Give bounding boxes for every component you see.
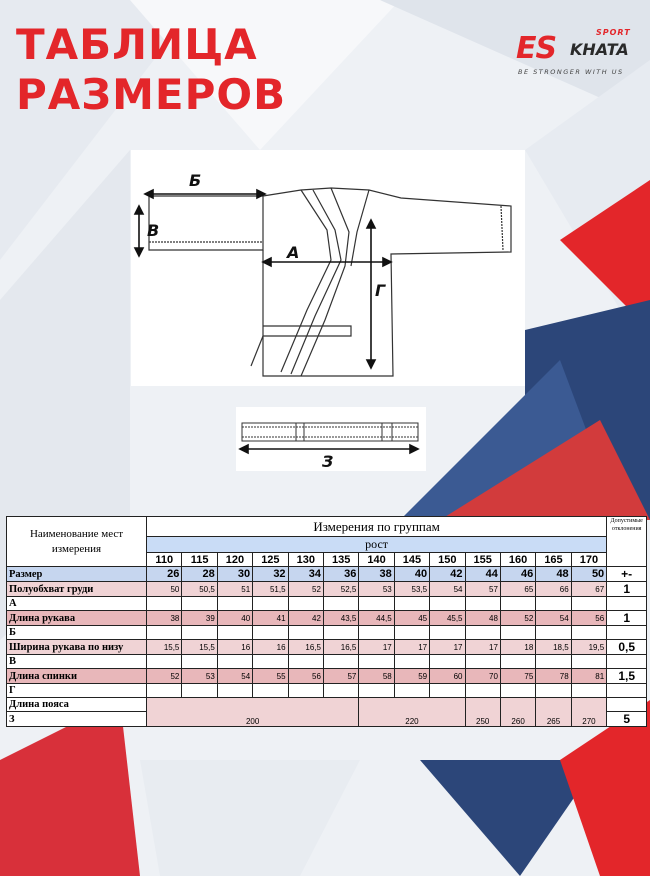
- measure-tolerance: 0,5: [607, 640, 647, 655]
- measure-value: 58: [359, 669, 394, 684]
- label-v: В: [147, 221, 160, 240]
- size-cell: 34: [288, 567, 323, 582]
- measure-value: 45: [394, 611, 429, 626]
- size-cell: 40: [394, 567, 429, 582]
- measure-value: 51: [217, 582, 252, 597]
- empty-cell: [323, 597, 358, 611]
- logo-slogan: BE STRONGER WITH US: [518, 68, 624, 76]
- size-cell: 46: [500, 567, 535, 582]
- measure-value: 17: [465, 640, 500, 655]
- measure-value: 52: [500, 611, 535, 626]
- empty-cell: [465, 626, 500, 640]
- sub-row: [7, 684, 647, 698]
- label-z: З: [322, 452, 334, 471]
- size-cell: 42: [430, 567, 465, 582]
- empty-cell: [147, 597, 182, 611]
- measure-value: 54: [217, 669, 252, 684]
- measure-value: 50: [147, 582, 182, 597]
- measure-value: 53: [359, 582, 394, 597]
- label-a: А: [287, 243, 300, 262]
- belt-illustration: [236, 407, 426, 471]
- sizes-row: [7, 567, 647, 582]
- empty-cell: [147, 626, 182, 640]
- empty-cell: [147, 655, 182, 669]
- measure-tolerance: 1: [607, 582, 647, 597]
- page-title: [16, 20, 286, 120]
- empty-cell: [500, 655, 535, 669]
- belt-tolerance-top: [607, 698, 647, 712]
- measure-row: [7, 669, 647, 684]
- empty-cell: [536, 655, 571, 669]
- measure-value: 40: [217, 611, 252, 626]
- empty-cell: [217, 684, 252, 698]
- empty-cell: [147, 684, 182, 698]
- height-cell: 160: [500, 553, 535, 567]
- measure-label: Длина рукава: [7, 611, 147, 626]
- empty-cell: [253, 684, 288, 698]
- empty-cell: [536, 626, 571, 640]
- empty-cell: [253, 626, 288, 640]
- height-cell: 140: [359, 553, 394, 567]
- empty-cell: [217, 626, 252, 640]
- empty-cell: [430, 655, 465, 669]
- belt-value: 260: [500, 698, 535, 727]
- measure-value: 18,5: [536, 640, 571, 655]
- height-cell: 155: [465, 553, 500, 567]
- measure-value: 16,5: [288, 640, 323, 655]
- empty-cell: [359, 626, 394, 640]
- measure-value: 19,5: [571, 640, 607, 655]
- belt-drawing: [236, 407, 426, 471]
- empty-cell: [430, 684, 465, 698]
- measure-value: 52,5: [323, 582, 358, 597]
- measure-label: Полуобхват груди: [7, 582, 147, 597]
- measure-label: Ширина рукава по низу: [7, 640, 147, 655]
- measure-value: 17: [359, 640, 394, 655]
- measure-value: 52: [147, 669, 182, 684]
- height-cell: 115: [182, 553, 217, 567]
- empty-cell: [288, 597, 323, 611]
- size-cell: 44: [465, 567, 500, 582]
- height-cell: 130: [288, 553, 323, 567]
- empty-tolerance: [607, 626, 647, 640]
- empty-cell: [253, 655, 288, 669]
- empty-cell: [359, 655, 394, 669]
- measure-value: 81: [571, 669, 607, 684]
- belt-value-2: 220: [359, 698, 465, 727]
- sub-label: А: [7, 597, 147, 611]
- size-table-grid: [6, 516, 647, 727]
- empty-cell: [288, 655, 323, 669]
- measure-row: [7, 582, 647, 597]
- empty-cell: [571, 684, 607, 698]
- measure-value: 56: [288, 669, 323, 684]
- belt-label: Длина пояса: [7, 698, 147, 712]
- sub-label: В: [7, 655, 147, 669]
- measure-value: 50,5: [182, 582, 217, 597]
- measure-value: 16: [217, 640, 252, 655]
- measure-value: 16,5: [323, 640, 358, 655]
- empty-cell: [323, 655, 358, 669]
- empty-cell: [394, 597, 429, 611]
- height-cell: 145: [394, 553, 429, 567]
- measure-value: 70: [465, 669, 500, 684]
- measure-value: 45,5: [430, 611, 465, 626]
- measure-value: 75: [500, 669, 535, 684]
- size-cell: 28: [182, 567, 217, 582]
- measure-tolerance: 1,5: [607, 669, 647, 684]
- empty-cell: [394, 684, 429, 698]
- empty-cell: [182, 655, 217, 669]
- measure-tolerance: 1: [607, 611, 647, 626]
- title-line-1: ТАБЛИЦА: [16, 20, 258, 69]
- measure-value: 65: [500, 582, 535, 597]
- height-cell: 150: [430, 553, 465, 567]
- height-cell: 125: [253, 553, 288, 567]
- brand-logo: [516, 26, 644, 78]
- measure-value: 57: [465, 582, 500, 597]
- size-table: [6, 516, 646, 727]
- empty-cell: [500, 597, 535, 611]
- logo-name: KHATA: [570, 40, 629, 59]
- height-cell: 110: [147, 553, 182, 567]
- measure-value: 55: [253, 669, 288, 684]
- measure-value: 16: [253, 640, 288, 655]
- empty-cell: [536, 684, 571, 698]
- group-header: Измерения по группам: [147, 517, 607, 537]
- label-g: Г: [375, 281, 386, 300]
- empty-cell: [536, 597, 571, 611]
- size-tolerance: +-: [607, 567, 647, 582]
- measure-value: 44,5: [359, 611, 394, 626]
- sub-label: Г: [7, 684, 147, 698]
- measure-value: 17: [394, 640, 429, 655]
- measure-value: 53,5: [394, 582, 429, 597]
- empty-cell: [394, 626, 429, 640]
- belt-value-1: 200: [147, 698, 359, 727]
- measure-value: 15,5: [147, 640, 182, 655]
- measure-value: 18: [500, 640, 535, 655]
- height-cell: 135: [323, 553, 358, 567]
- empty-cell: [394, 655, 429, 669]
- empty-tolerance: [607, 684, 647, 698]
- measure-label: Длина спинки: [7, 669, 147, 684]
- empty-cell: [465, 597, 500, 611]
- measure-value: 15,5: [182, 640, 217, 655]
- size-cell: 50: [571, 567, 607, 582]
- measure-value: 52: [288, 582, 323, 597]
- measure-value: 43,5: [323, 611, 358, 626]
- empty-cell: [182, 597, 217, 611]
- title-line-2: РАЗМЕРОВ: [16, 70, 287, 119]
- sub-label: Б: [7, 626, 147, 640]
- empty-cell: [288, 626, 323, 640]
- size-cell: 36: [323, 567, 358, 582]
- belt-row-1: [7, 698, 647, 712]
- measure-value: 41: [253, 611, 288, 626]
- empty-cell: [571, 655, 607, 669]
- height-cell: 170: [571, 553, 607, 567]
- measure-value: 54: [430, 582, 465, 597]
- logo-mark: ES: [516, 31, 557, 66]
- empty-cell: [253, 597, 288, 611]
- label-b: Б: [189, 171, 202, 190]
- sub-row: [7, 597, 647, 611]
- measure-row: [7, 611, 647, 626]
- empty-cell: [217, 655, 252, 669]
- size-cell: 30: [217, 567, 252, 582]
- size-cell: 48: [536, 567, 571, 582]
- belt-value: 265: [536, 698, 571, 727]
- measure-value: 78: [536, 669, 571, 684]
- empty-cell: [500, 626, 535, 640]
- kimono-drawing: [131, 150, 525, 386]
- rost-header: рост: [147, 537, 607, 553]
- empty-cell: [571, 626, 607, 640]
- empty-cell: [465, 655, 500, 669]
- tolerance-header: Допустимые отклонения: [607, 517, 647, 567]
- belt-tolerance: 5: [607, 712, 647, 727]
- measure-row: [7, 640, 647, 655]
- measure-value: 60: [430, 669, 465, 684]
- empty-tolerance: [607, 655, 647, 669]
- col-name-header: Наименование мест измерения: [7, 517, 147, 567]
- size-cell: 32: [253, 567, 288, 582]
- height-cell: 165: [536, 553, 571, 567]
- empty-cell: [571, 597, 607, 611]
- height-cell: 120: [217, 553, 252, 567]
- measure-value: 51,5: [253, 582, 288, 597]
- empty-cell: [500, 684, 535, 698]
- empty-cell: [323, 684, 358, 698]
- empty-cell: [465, 684, 500, 698]
- empty-cell: [359, 597, 394, 611]
- logo-sport-text: SPORT: [596, 28, 631, 37]
- measure-value: 38: [147, 611, 182, 626]
- empty-cell: [182, 626, 217, 640]
- size-cell: 38: [359, 567, 394, 582]
- size-label: Размер: [7, 567, 147, 582]
- belt-sub-label: З: [7, 712, 147, 727]
- empty-cell: [430, 597, 465, 611]
- empty-cell: [323, 626, 358, 640]
- empty-cell: [288, 684, 323, 698]
- sub-row: [7, 626, 647, 640]
- table-header-row: [7, 517, 647, 537]
- sub-row: [7, 655, 647, 669]
- measure-value: 66: [536, 582, 571, 597]
- measure-value: 57: [323, 669, 358, 684]
- kimono-illustration: [131, 150, 525, 386]
- measure-value: 54: [536, 611, 571, 626]
- measure-value: 59: [394, 669, 429, 684]
- empty-cell: [217, 597, 252, 611]
- measure-value: 42: [288, 611, 323, 626]
- measure-value: 17: [430, 640, 465, 655]
- empty-cell: [430, 626, 465, 640]
- measure-value: 67: [571, 582, 607, 597]
- size-cell: 26: [147, 567, 182, 582]
- measure-value: 48: [465, 611, 500, 626]
- measure-value: 39: [182, 611, 217, 626]
- empty-cell: [359, 684, 394, 698]
- empty-tolerance: [607, 597, 647, 611]
- belt-value: 270: [571, 698, 607, 727]
- measure-value: 56: [571, 611, 607, 626]
- belt-value: 250: [465, 698, 500, 727]
- measure-value: 53: [182, 669, 217, 684]
- empty-cell: [182, 684, 217, 698]
